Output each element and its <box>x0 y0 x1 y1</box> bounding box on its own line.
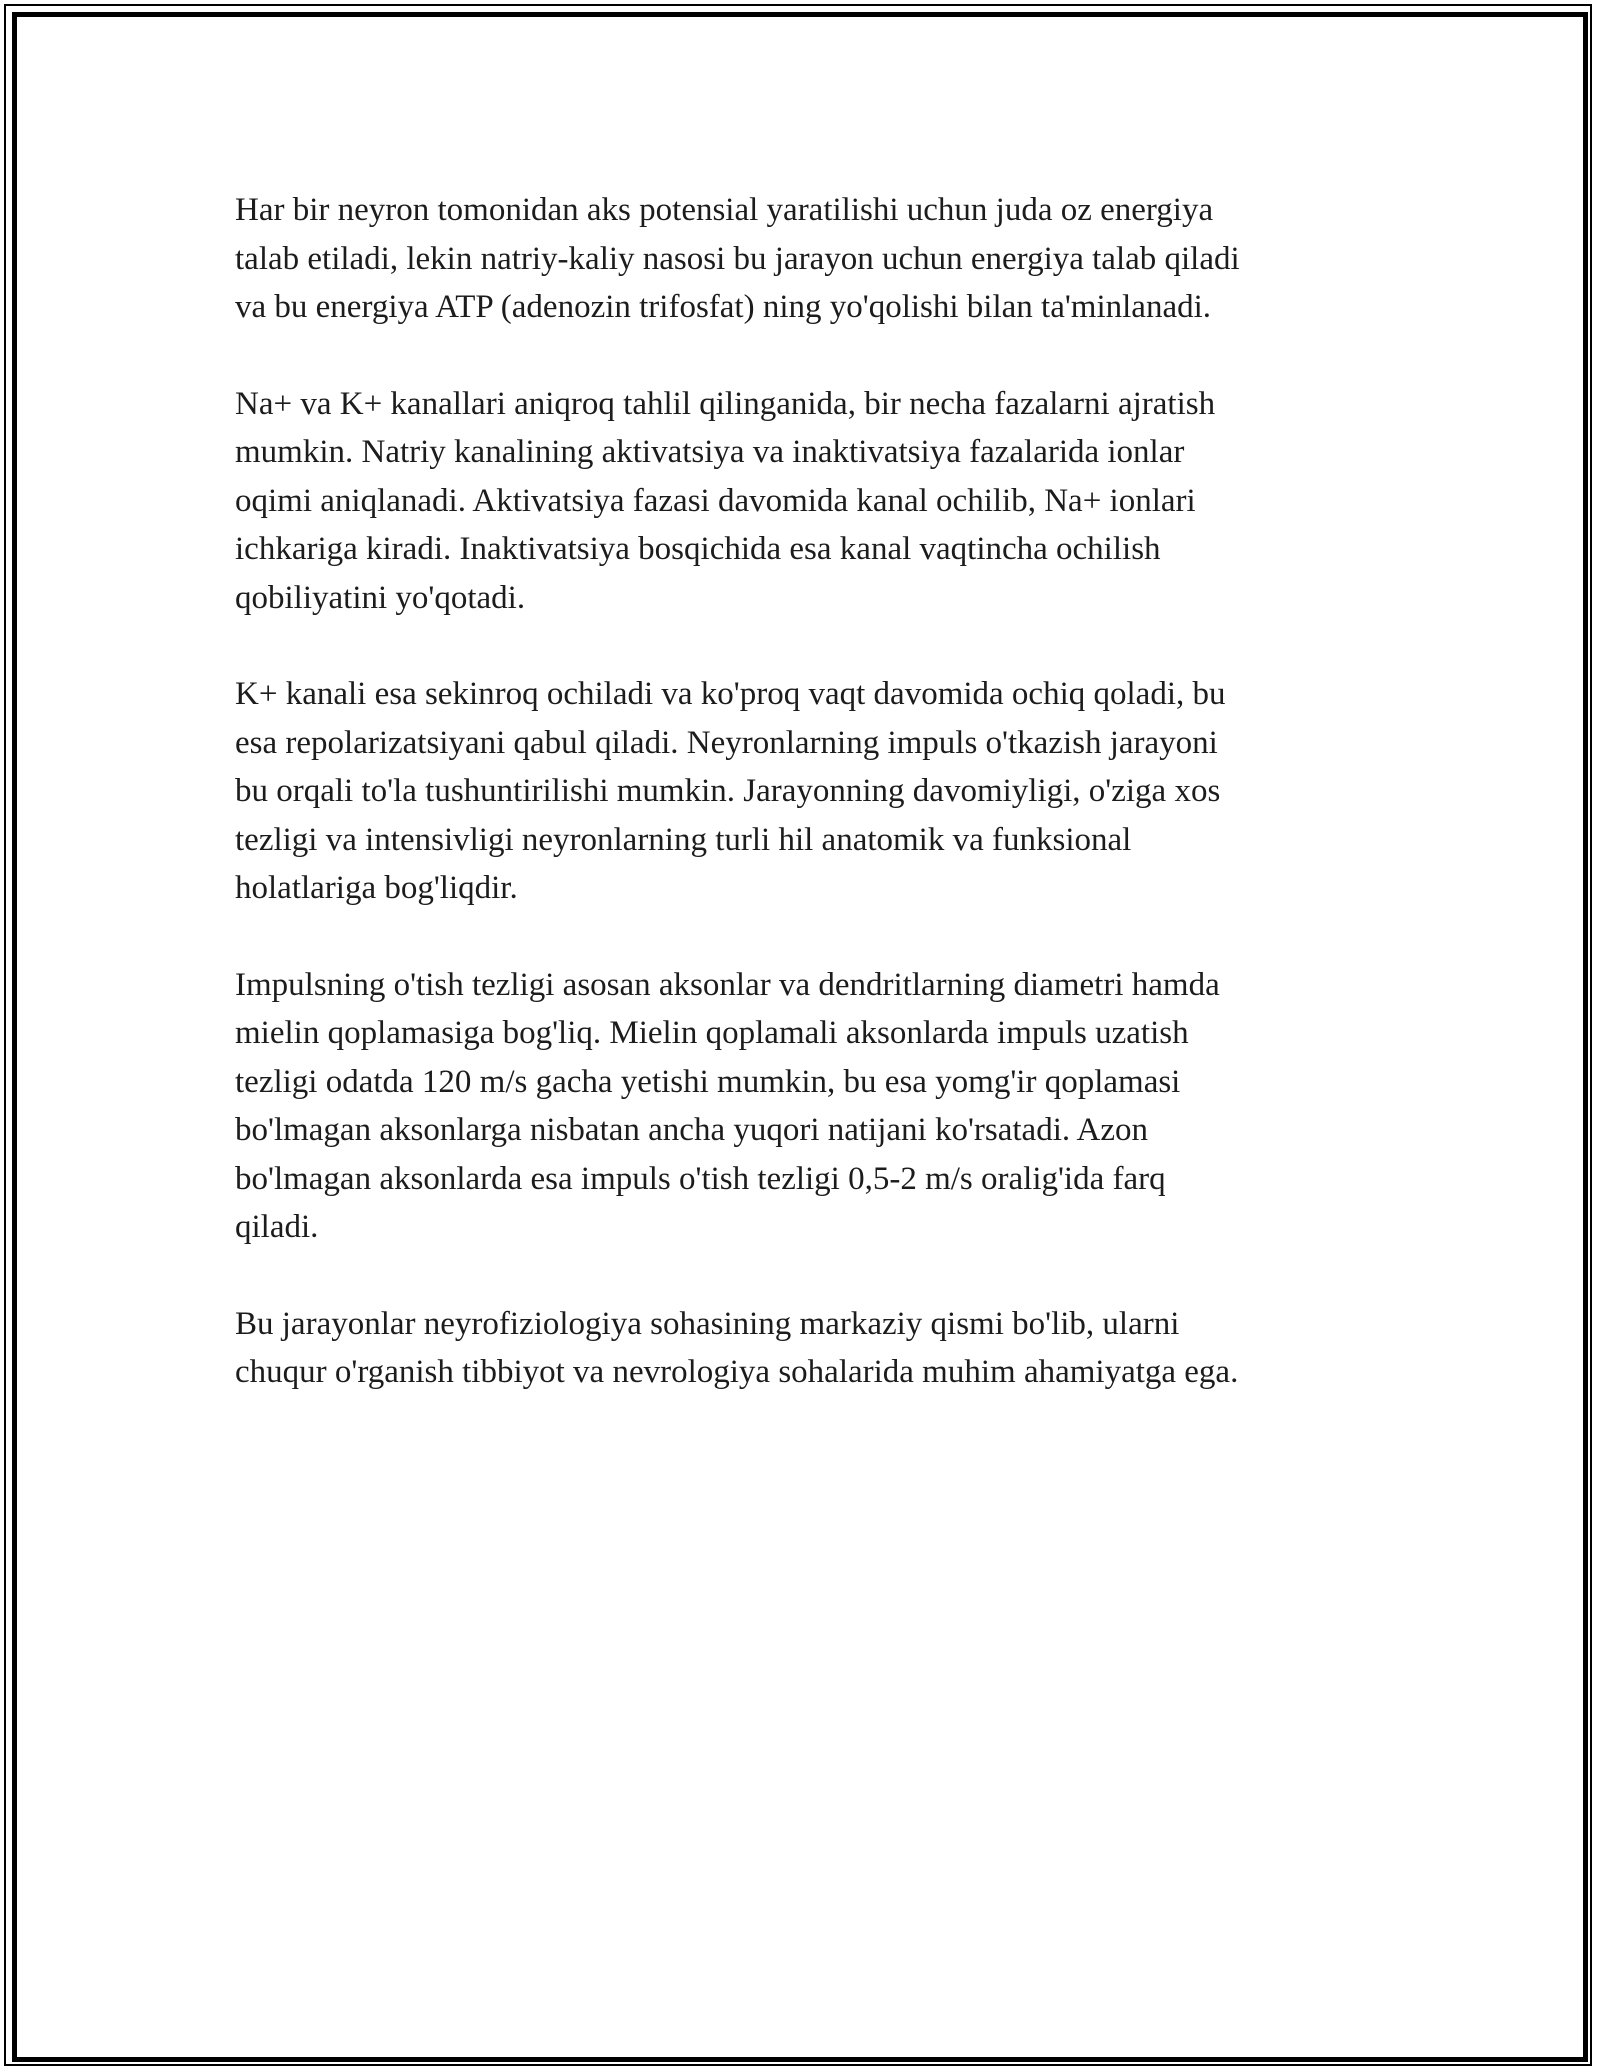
paragraph-impulse-speed: Impulsning o'tish tezligi asosan aksonlar va dendritlarning diametri hamda mielin qoplamasiga bog'liq. Mielin qoplamali aksonlarda impuls uzatish tezligi odatda 120 m/s gacha yetishi mumkin, bu esa yomg'ir qoplamasi bo'lmagan aksonlarga nisbatan ancha yuqori natijani ko'rsatadi. Azon bo'lmagan aksonlarda esa impuls o'tish tezligi 0,5-2 m/s oralig'ida farq qiladi. <box>235 966 1220 1245</box>
paragraph-potassium-channel: K+ kanali esa sekinroq ochiladi va ko'proq vaqt davomida ochiq qoladi, bu esa repolarizatsiyani qabul qiladi. Neyronlarning impuls o'tkazish jarayoni bu orqali to'la tushuntirilishi mumkin. Jarayonning davomiyligi, o'ziga xos tezligi va intensivligi neyronlarning turli hil anatomik va funksional holatlariga bog'liqdir. <box>235 676 1226 906</box>
document-body <box>235 186 1365 1445</box>
paragraph-channel-phases: Na+ va K+ kanallari aniqroq tahlil qilinganida, bir necha fazalarni ajratish mumkin. Natriy kanalining aktivatsiya va inaktivatsiya fazalarida ionlar oqimi aniqlanadi. Aktivatsiya fazasi davomida kanal ochilib, Na+ ionlari ichkariga kiradi. Inaktivatsiya bosqichida esa kanal vaqtincha ochilish qobiliyatini yo'qotadi. <box>235 385 1216 616</box>
paragraph-conclusion: Bu jarayonlar neyrofiziologiya sohasining markaziy qismi bo'lib, ularni chuqur o'rganish tibbiyot va nevrologiya sohalarida muhim ahamiyatga ega. <box>235 1305 1239 1390</box>
paragraph-energy: Har bir neyron tomonidan aks potensial yaratilishi uchun juda oz energiya talab etiladi, lekin natriy-kaliy nasosi bu jarayon uchun energiya talab qiladi va bu energiya ATP (adenozin trifosfat) ning yo'qolishi bilan ta'minlanadi. <box>235 192 1240 325</box>
